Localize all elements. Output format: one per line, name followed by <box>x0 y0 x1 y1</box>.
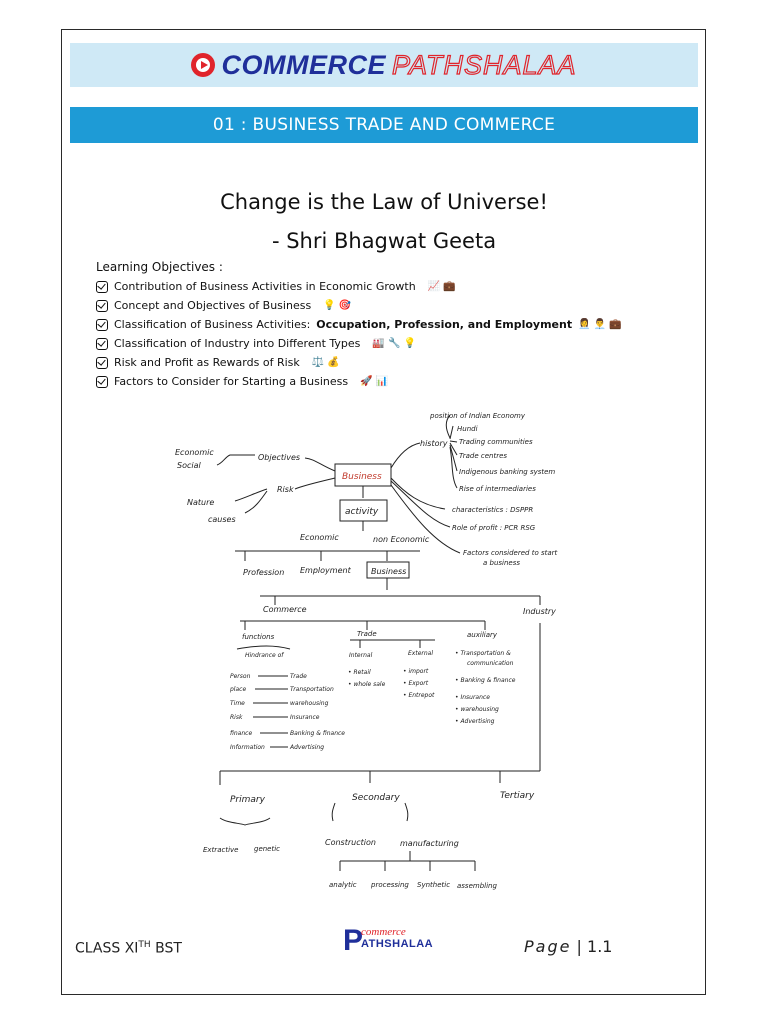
page-separator: | <box>576 937 582 956</box>
entrepot-trade: • Entrepot <box>403 692 435 699</box>
footer-logo-text: ATHSHALAA <box>361 938 434 950</box>
processing-industry: processing <box>371 881 409 889</box>
objective-text: Classification of Industry into Different Types <box>114 337 361 350</box>
brand-name-primary: COMMERCE <box>221 49 386 80</box>
brand-logo <box>191 50 576 81</box>
checkbox-checked-icon <box>96 281 108 293</box>
objective-emoji-icons: 📈 💼 <box>427 281 456 292</box>
objectives-node: Objectives <box>258 453 301 462</box>
secondary-industry: Secondary <box>352 793 400 803</box>
class-label <box>75 940 182 957</box>
mind-map-diagram <box>145 393 585 898</box>
non-economic-activity: non Economic <box>373 535 430 544</box>
footer-logo-script: commerce <box>361 926 406 938</box>
risk-causes: causes <box>208 515 236 524</box>
objective-emoji-icons: 🚀 📊 <box>360 376 389 387</box>
auxiliary-item: communication <box>467 660 514 667</box>
assembling-industry: assembling <box>457 882 497 890</box>
history-item: position of Indian Economy <box>430 412 525 420</box>
objectives-heading: Learning Objectives : <box>96 260 223 274</box>
retail-trade: • Retail <box>348 669 371 676</box>
objective-item <box>96 353 622 372</box>
class-text: CLASS XI <box>75 940 139 957</box>
objectives-list <box>96 277 622 391</box>
tertiary-industry: Tertiary <box>500 791 535 801</box>
objective-emoji-icons: 👩‍💼 👨‍💼 💼 <box>578 319 622 330</box>
chapter-title-bar <box>70 107 698 143</box>
objective-text: Factors to Consider for Starting a Business <box>114 375 349 388</box>
quote-line-1: Change is the Law of Universe! <box>220 190 548 214</box>
function-hindrance: Risk <box>230 714 243 721</box>
history-item: Indigenous banking system <box>459 468 556 476</box>
checkbox-checked-icon <box>96 376 108 388</box>
factors-node-line2: a business <box>483 559 521 567</box>
risk-nature: Nature <box>187 498 215 507</box>
checkbox-checked-icon <box>96 300 108 312</box>
primary-industry: Primary <box>230 795 265 805</box>
synthetic-industry: Synthetic <box>417 881 451 889</box>
auxiliary-item: • Advertising <box>455 718 495 725</box>
footer-logo-initial: P <box>343 924 364 957</box>
import-trade: • import <box>403 668 429 675</box>
history-item: Rise of intermediaries <box>459 485 536 493</box>
business-node: Business <box>342 472 382 482</box>
history-item: Trade centres <box>459 452 508 460</box>
auxiliary-item: • Banking & finance <box>455 677 516 684</box>
profession-node: Profession <box>243 568 285 577</box>
history-node: history <box>420 439 448 448</box>
characteristics-node: characteristics : DSPPR <box>452 506 534 514</box>
commerce-node: Commerce <box>263 605 307 614</box>
extractive-industry: Extractive <box>203 846 239 854</box>
function-hindrance: finance <box>230 730 253 737</box>
objective-item <box>96 296 622 315</box>
quote-line-2: - Shri Bhagwat Geeta <box>271 229 497 253</box>
brand-name-secondary: PATHSHALAA <box>391 49 577 80</box>
economic-objective: Economic <box>175 448 214 457</box>
function-remedy: Advertising <box>290 744 325 751</box>
history-item: Hundi <box>457 425 478 433</box>
auxiliary-item: • Transportation & <box>455 650 511 657</box>
footer-logo <box>343 924 434 957</box>
internal-trade: Internal <box>349 652 373 659</box>
checkbox-checked-icon <box>96 338 108 350</box>
social-objective: Social <box>177 461 201 470</box>
external-trade: External <box>408 650 433 657</box>
function-remedy: Insurance <box>290 714 320 721</box>
function-remedy: warehousing <box>290 700 329 707</box>
objective-emoji-icons: 🏭 🔧 💡 <box>372 338 417 349</box>
function-remedy: Transportation <box>290 686 334 693</box>
auxiliary-node: auxiliary <box>467 631 498 639</box>
class-subject: BST <box>150 940 182 957</box>
play-icon <box>191 53 215 77</box>
analytic-industry: analytic <box>329 881 357 889</box>
objective-item <box>96 277 622 296</box>
risk-node: Risk <box>277 485 294 494</box>
learning-objectives <box>96 260 622 391</box>
checkbox-checked-icon <box>96 319 108 331</box>
objective-emoji-icons: 💡 🎯 <box>323 300 352 311</box>
checkbox-checked-icon <box>96 357 108 369</box>
objective-text: Classification of Business Activities: <box>114 318 311 331</box>
role-of-profit-node: Role of profit : PCR RSG <box>452 524 536 532</box>
wholesale-trade: • whole sale <box>348 681 386 688</box>
function-hindrance: Time <box>230 700 245 707</box>
functions-node: functions <box>242 633 275 641</box>
business-sub-node: Business <box>371 567 407 576</box>
function-hindrance: Person <box>230 673 251 680</box>
objective-text: Contribution of Business Activities in Economic Growth <box>114 280 416 293</box>
industry-node: Industry <box>523 607 556 616</box>
brand-banner <box>70 43 698 87</box>
page-label: Page <box>524 937 572 956</box>
function-remedy: Trade <box>290 673 307 680</box>
function-remedy: Banking & finance <box>290 730 345 737</box>
objective-text: Risk and Profit as Rewards of Risk <box>114 356 300 369</box>
objective-item <box>96 334 622 353</box>
chapter-title: 01 : BUSINESS TRADE AND COMMERCE <box>212 115 556 135</box>
page-number: 1.1 <box>587 937 613 956</box>
history-item: Trading communities <box>459 438 533 446</box>
trade-node: Trade <box>357 630 377 638</box>
objective-bold-text: Occupation, Profession, and Employment <box>316 318 573 331</box>
hindrance-label: Hindrance of <box>245 652 284 659</box>
construction-industry: Construction <box>325 838 376 847</box>
auxiliary-item: • warehousing <box>455 706 499 713</box>
employment-node: Employment <box>300 566 351 575</box>
export-trade: • Export <box>403 680 429 687</box>
objective-text: Concept and Objectives of Business <box>114 299 312 312</box>
page-number-block <box>524 937 612 956</box>
function-hindrance: place <box>230 686 247 693</box>
objective-emoji-icons: ⚖️ 💰 <box>311 357 340 368</box>
manufacturing-industry: manufacturing <box>400 839 459 848</box>
class-superscript: TH <box>138 940 151 950</box>
objective-item <box>96 372 622 391</box>
economic-activity: Economic <box>300 533 339 542</box>
genetic-industry: genetic <box>254 845 281 853</box>
function-hindrance: Information <box>230 744 265 751</box>
objective-item <box>96 315 622 334</box>
factors-node: Factors considered to start <box>463 549 558 557</box>
auxiliary-item: • Insurance <box>455 694 490 701</box>
activity-node: activity <box>345 507 379 517</box>
